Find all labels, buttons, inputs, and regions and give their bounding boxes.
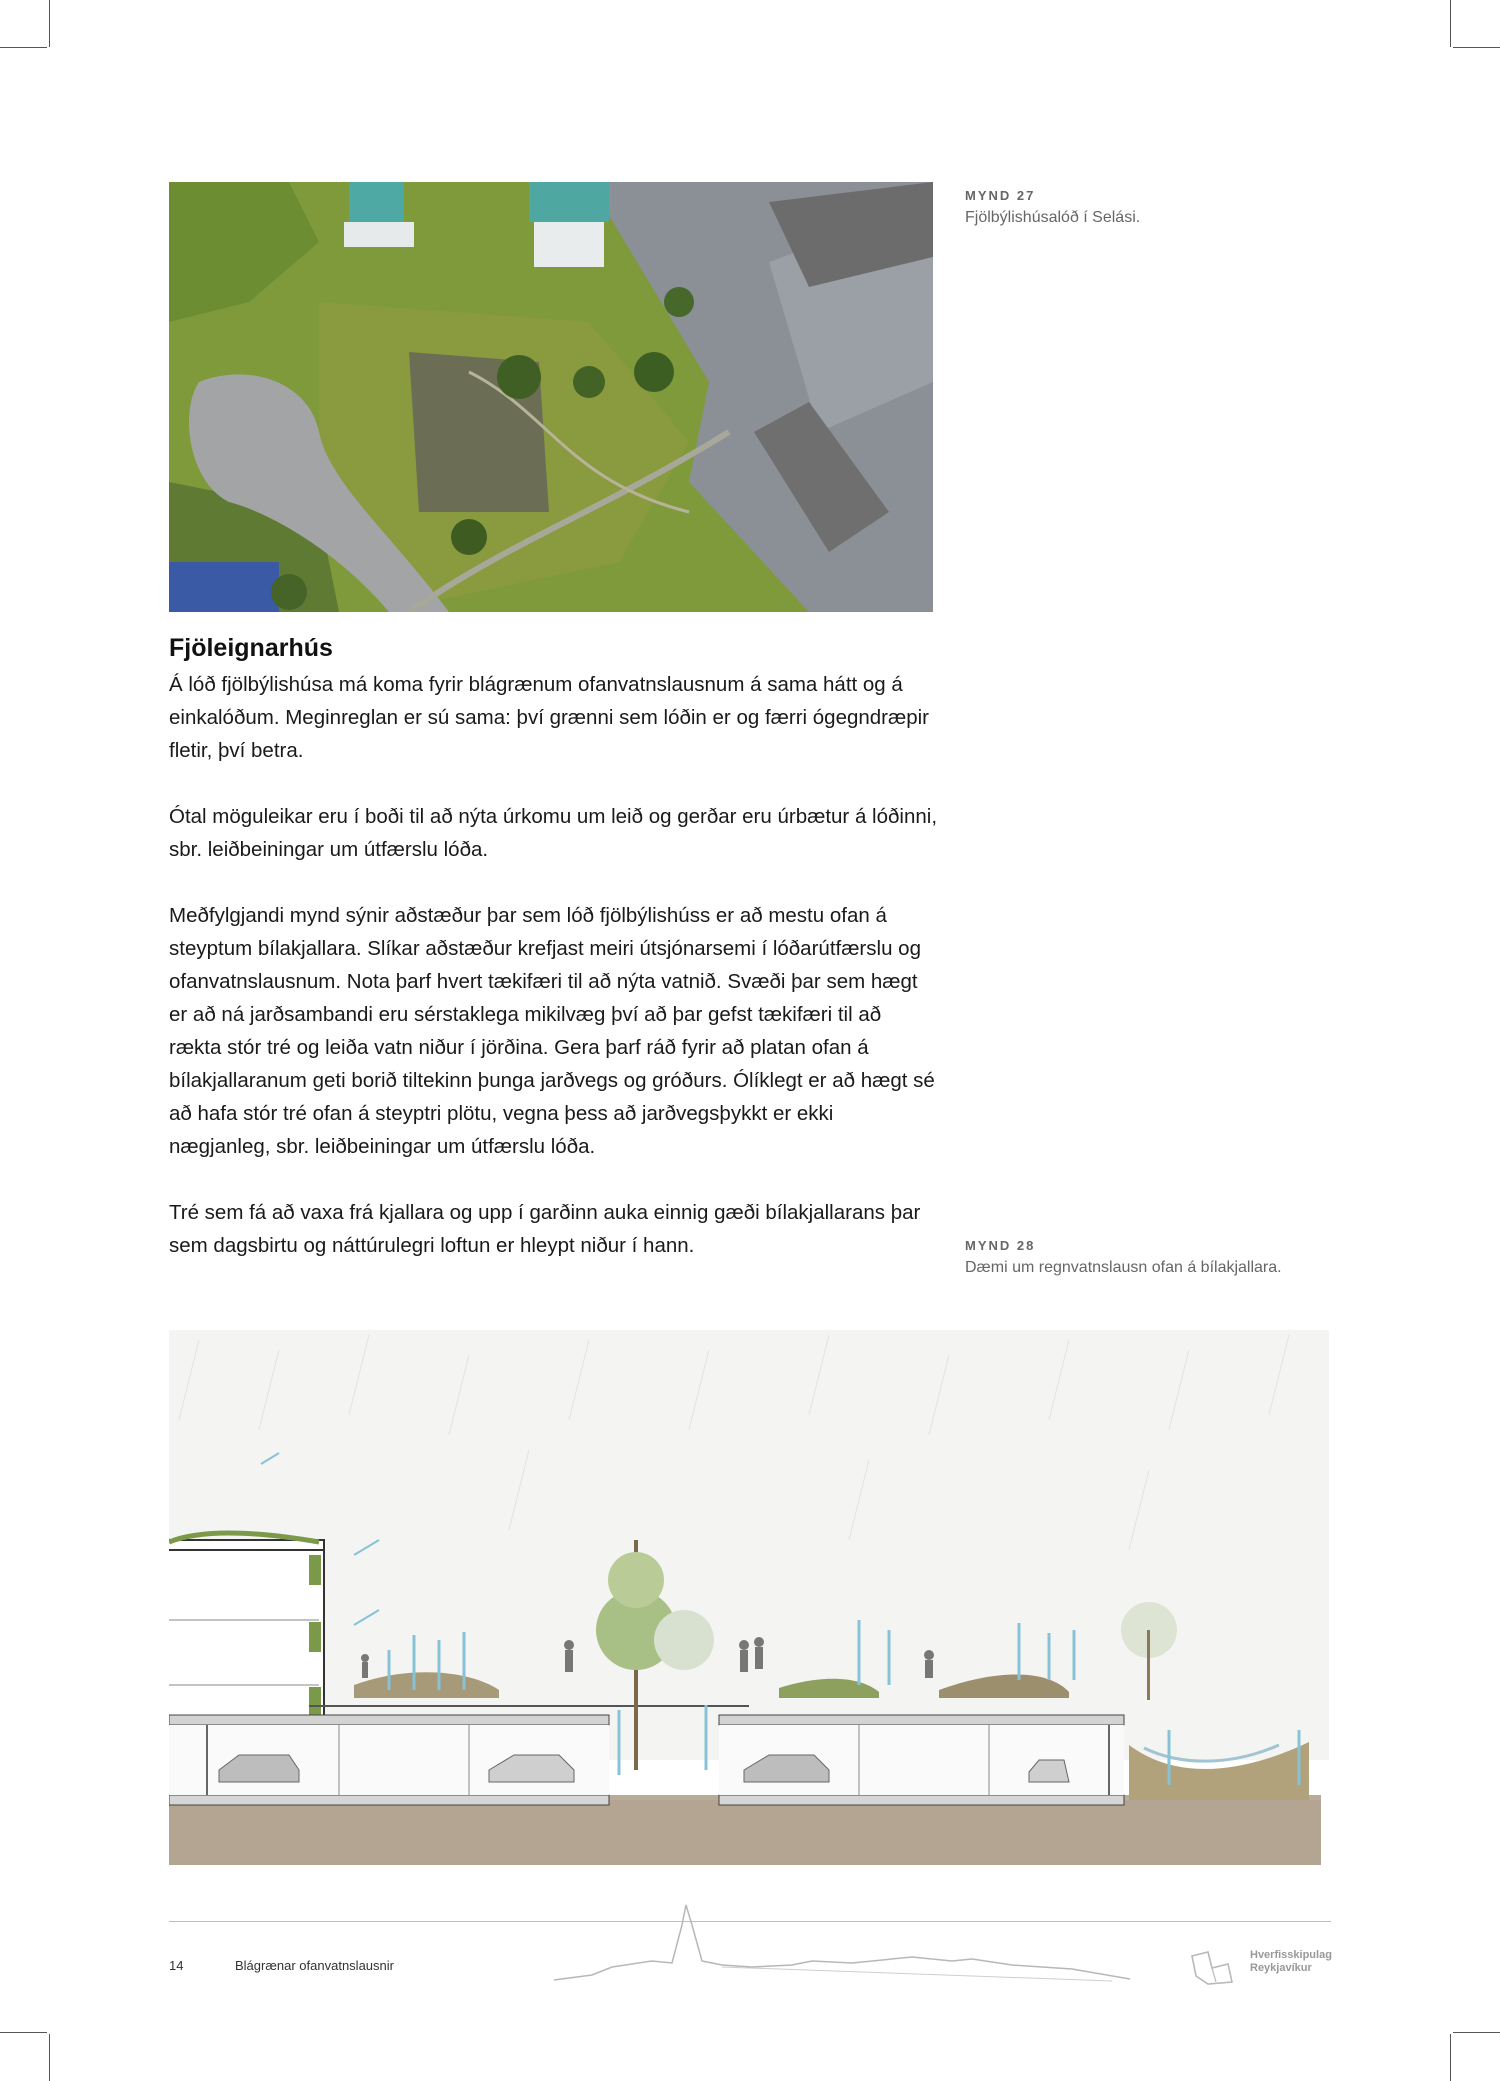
logo-line-2: Reykjavíkur — [1250, 1962, 1312, 1974]
figure-27-label: MYND 27 — [965, 188, 1036, 203]
figure-28-label: MYND 28 — [965, 1238, 1036, 1253]
aerial-photo — [169, 182, 933, 612]
reykjavik-skyline-icon — [552, 1895, 1130, 1991]
section-heading: Fjöleignarhús — [169, 634, 333, 662]
page-number: 14 — [169, 1958, 184, 1973]
body-text — [169, 668, 939, 1295]
paragraph-1: Á lóð fjölbýlishúsa má koma fyrir blágrænum ofanvatnslausnum á sama hátt og á einkalóðum. Meginreglan er sú sama: því grænni sem lóðin er og færri ógegndræpir fletir, því betra. — [169, 673, 930, 762]
figure-28-text: Dæmi um regnvatnslausn ofan á bílakjallara. — [965, 1259, 1282, 1276]
crop-mark-top-right-h — [1453, 47, 1500, 48]
crop-mark-bottom-left-h — [0, 2032, 47, 2033]
crop-mark-bottom-left-v — [49, 2034, 50, 2081]
figure-27-text: Fjölbýlishúsalóð í Selási. — [965, 209, 1141, 226]
figure-27-caption — [965, 188, 1140, 227]
figure-28-caption — [965, 1238, 1282, 1277]
crop-mark-top-right-v — [1450, 0, 1451, 47]
paragraph-2: Ótal möguleikar eru í boði til að nýta úrkomu um leið og gerðar eru úrbætur á lóðinni, sbr. leiðbeiningar um útfærslu lóða. — [169, 805, 938, 861]
logo-text — [1250, 1949, 1332, 1975]
crop-mark-bottom-right-v — [1450, 2034, 1451, 2081]
publication-title: Blágrænar ofanvatnslausnir — [235, 1958, 394, 1973]
crop-mark-top-left-v — [49, 0, 50, 47]
stormwater-section-drawing — [169, 1330, 1329, 1865]
paragraph-4: Tré sem fá að vaxa frá kjallara og upp í garðinn auka einnig gæði bílakjallarans þar sem dagsbirtu og náttúrulegri loftun er hleypt niður í hann. — [169, 1201, 921, 1257]
crop-mark-bottom-right-h — [1453, 2032, 1500, 2033]
logo-line-1: Hverfisskipulag — [1250, 1949, 1332, 1961]
paragraph-3: Meðfylgjandi mynd sýnir aðstæður þar sem lóð fjölbýlishúss er að mestu ofan á steyptum bílakjallara. Slíkar aðstæður krefjast meiri útsjónarsemi í lóðarútfærslu og ofanvatnslausnum. Nota þarf hvert tækifæri til að nýta vatnið. Svæði þar sem hægt er að ná jarðsambandi eru sérstaklega mikilvæg því að þar gefst tækifæri til að rækta stór tré og leiða vatn niður í jörðina. Gera þarf ráð fyrir að platan ofan á bílakjallaranum geti borið tiltekinn þunga jarðvegs og gróðurs. Ólíklegt er að hægt sé að hafa stór tré ofan á steyptri plötu, vegna þess að jarðvegsþykkt er ekki nægjanleg, sbr. leiðbeiningar um útfærslu lóða. — [169, 904, 935, 1158]
crop-mark-top-left-h — [0, 47, 47, 48]
